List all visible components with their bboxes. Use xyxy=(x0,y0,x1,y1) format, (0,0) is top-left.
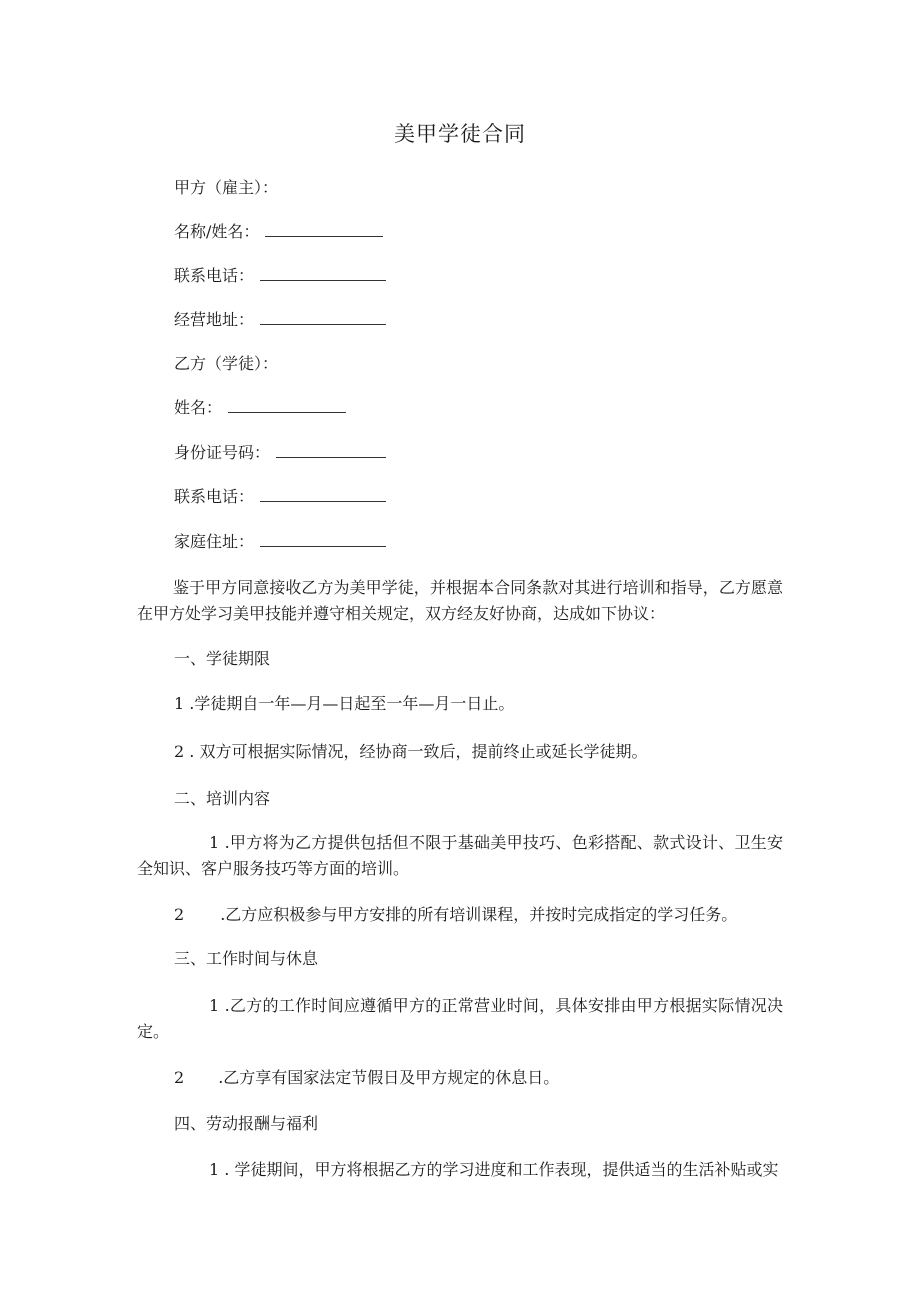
party-a-phone-row xyxy=(174,265,386,287)
section-2-item-1 xyxy=(137,830,783,882)
section-1-item-2 xyxy=(174,741,647,763)
item-text: .乙方享有国家法定节假日及甲方规定的休息日。 xyxy=(218,1068,560,1087)
item-text: .甲方将为乙方提供包括但不限于基础美甲技巧、色彩搭配、款式设计、卫生安全知识、客户服务技巧等方面的培训。 xyxy=(137,833,783,878)
section-3-item-1 xyxy=(137,993,783,1045)
party-a-address-label: 经营地址： xyxy=(174,310,255,329)
page-title: 美甲学徒合同 xyxy=(394,122,526,146)
party-b-name-row xyxy=(174,397,346,419)
party-b-id-blank[interactable] xyxy=(276,443,386,458)
party-a-name-blank[interactable] xyxy=(265,222,383,237)
item-number: 1 xyxy=(209,1160,220,1179)
item-number: 2 xyxy=(174,1068,185,1087)
item-number: 1 xyxy=(174,694,185,713)
party-b-address-label: 家庭住址： xyxy=(174,532,255,551)
party-b-name-label: 姓名： xyxy=(174,398,223,417)
party-a-name-row xyxy=(174,221,383,243)
party-a-heading: 甲方（雇主）： xyxy=(174,178,279,197)
item-number: 1 xyxy=(209,996,220,1015)
item-number: 1 xyxy=(209,833,220,852)
section-4-item-1 xyxy=(137,1157,783,1183)
section-3-heading: 三、工作时间与休息 xyxy=(174,949,319,968)
item-text: .乙方的工作时间应遵循甲方的正常营业时间，具体安排由甲方根据实际情况决定。 xyxy=(137,996,783,1041)
party-b-phone-blank[interactable] xyxy=(260,487,386,502)
item-text: .乙方应积极参与甲方安排的所有培训课程，并按时完成指定的学习任务。 xyxy=(220,905,738,924)
party-a-phone-label: 联系电话： xyxy=(174,266,255,285)
party-b-address-blank[interactable] xyxy=(260,532,386,547)
section-1-heading: 一、学徒期限 xyxy=(174,649,271,668)
intro-paragraph: 鉴于甲方同意接收乙方为美甲学徒，并根据本合同条款对其进行培训和指导，乙方愿意在甲方处学习美甲技能并遵守相关规定，双方经友好协商，达成如下协议： xyxy=(137,578,783,623)
party-a-address-blank[interactable] xyxy=(260,310,386,325)
party-b-id-label: 身份证号码： xyxy=(174,443,271,462)
party-b-id-row xyxy=(174,442,386,464)
section-3-item-2 xyxy=(174,1067,559,1089)
party-b-name-blank[interactable] xyxy=(228,398,346,413)
party-b-phone-label: 联系电话： xyxy=(174,487,255,506)
party-a-address-row xyxy=(174,309,386,331)
party-b-heading: 乙方（学徒）： xyxy=(174,354,279,373)
item-text: . 学徒期间，甲方将根据乙方的学习进度和工作表现，提供适当的生活补贴或实 xyxy=(224,1160,779,1179)
party-a-phone-blank[interactable] xyxy=(260,266,386,281)
item-text: . 双方可根据实际情况，经协商一致后，提前终止或延长学徒期。 xyxy=(189,742,648,761)
item-text: .学徒期自一年—月—日起至一年—月一日止。 xyxy=(189,694,515,713)
party-a-name-label: 名称/姓名： xyxy=(174,222,260,241)
party-b-address-row xyxy=(174,531,386,553)
item-number: 2 xyxy=(174,905,185,924)
section-4-heading: 四、劳动报酬与福利 xyxy=(174,1114,319,1133)
section-1-item-1 xyxy=(174,693,514,715)
item-number: 2 xyxy=(174,742,185,761)
section-2-heading: 二、培训内容 xyxy=(174,789,271,808)
party-b-phone-row xyxy=(174,486,386,508)
section-2-item-2 xyxy=(174,904,737,926)
